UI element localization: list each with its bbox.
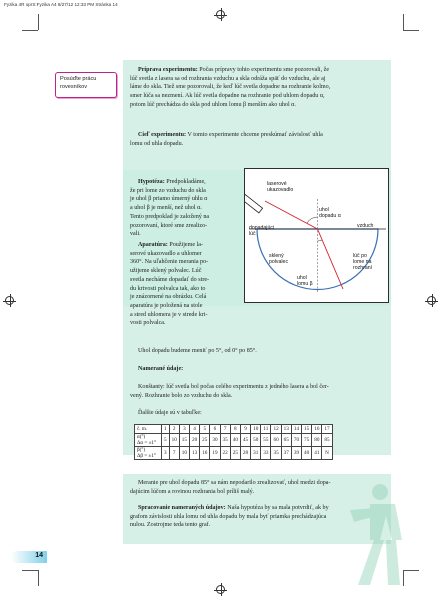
table-cell: 5 [200,425,210,434]
label-vzduch: vzduch [357,223,374,229]
table-cell: 20 [189,434,199,447]
table-cell: 9 [240,425,250,434]
table-cell: 80 [312,434,322,447]
text-line: je uhol β priamo úmerný uhlu α [130,196,208,203]
table-cell: 31 [251,447,261,460]
page-number-tab [11,551,47,563]
text-line: smer lúča sa nezmení. Ak lúč svetla dopadne na rozhranie pod uhlom dopadu α, [130,93,325,100]
text-line: Konštanty: lúč svetla bol počas celého experimentu z jedného lasera a bol čer- [138,384,329,390]
text-line: a uhol β je menší, než uhol α. [130,205,202,212]
table-row [135,447,333,460]
text-line: aparatúra je položená na stole [130,302,203,309]
aparatura-title: Aparatúra: [138,242,168,248]
table-cell: 40 [302,447,312,460]
crop-mark [403,30,419,31]
label-uhol-dopadu [319,207,341,219]
crop-mark [38,570,39,586]
table-cell: 13 [189,447,199,460]
angle-alpha-arc [307,217,318,223]
cell-label: α(°) [137,434,146,440]
label-line: dopadu α [319,213,341,220]
table-cell: 13 [281,425,291,434]
spracovanie-title: Spracovanie nameraných údajov: [138,505,226,511]
text-line: Naša hypotéza by sa mala potvrdiť, ak by [227,505,329,511]
text-line: dajúcim lúčom a rovinou rozhrania bol príliš malý. [130,488,255,495]
table-cell: 7 [169,447,179,460]
table-cell: 10 [251,425,261,434]
label-line: ukazovadlo [267,187,294,194]
table-row-label [135,425,162,434]
table-row-label [135,434,162,447]
table-cell: 12 [271,425,281,434]
label-line: laserové [267,181,287,187]
hypoteza-paragraph [130,178,238,239]
text-line: potom lúč prechádza do skla pod uhlom lomu β menším ako uhol α. [130,101,296,108]
label-line: lúč po [353,253,367,259]
table-cell: 40 [230,434,240,447]
priprava-title: Príprava experimentu: [138,67,198,73]
measurement-table [134,424,333,460]
table-cell: 3 [179,425,189,434]
table-cell: 6 [210,425,220,434]
table-cell: 39 [291,447,301,460]
text-line: je znázornené na obrázku. Celá [130,294,207,301]
table-cell: 85 [322,434,332,447]
crop-mark [38,14,39,30]
table-cell: 35 [271,447,281,460]
ciel-title: Cieľ experimentu: [138,132,187,138]
table-cell: N [322,447,332,460]
margin-note [55,72,117,98]
table-cell: 17 [322,425,332,434]
table-cell: 16 [200,447,210,460]
label-line: lomu β [297,281,313,288]
ciel-paragraph [130,131,385,148]
crop-mark [22,30,38,31]
table-row-label [135,447,162,460]
table-cell: 7 [220,425,230,434]
label-line: uhol [319,207,329,213]
registration-mark-icon [5,296,14,305]
aparatura-paragraph [130,241,238,328]
label-line: rozhraní [353,265,373,272]
uhol-text: Uhol dopadu budeme meniť po 5°, od 0° po 85°. [138,348,257,354]
text-line: lomu od uhla dopadu. [130,140,184,147]
table-cell: 2 [169,425,179,434]
table-cell: 41 [312,447,322,460]
text-line: Použijeme la- [169,242,204,248]
crop-mark [22,570,38,571]
table-cell: 8 [230,425,240,434]
label-line: uhol [297,275,307,281]
cell-label: β(°) [137,447,146,453]
label-line: sklený [269,253,284,259]
table-cell: 3 [162,447,170,460]
table-cell: 75 [302,434,312,447]
table-cell: 10 [169,434,179,447]
text-line: lúč svetla z lasera sa od rozhrania vzduchu a skla odráža späť do vzduchu, ale aj [130,75,326,82]
table-cell: 15 [302,425,312,434]
text-line: vali. [130,231,141,238]
text-line: V tomto experimente chceme preskúmať závislosť uhla [187,132,323,138]
label-skleny [269,253,288,265]
table-cell: 25 [200,434,210,447]
crop-mark [403,14,404,30]
table-cell: 11 [261,425,271,434]
label-line: polvalec [269,259,289,266]
konstanty-paragraph [130,383,385,400]
cell-label: č. m. [137,426,148,432]
text-line: du krivosti polvalca tak, ako to [130,285,206,292]
namerane-title: Namerané údaje: [138,366,184,372]
text-line: nulou. Zostrojme teda tento graf. [130,522,211,529]
table-cell: 33 [261,447,271,460]
table-cell: 5 [162,434,170,447]
text-line: láme do skla. Tiež sme pozorovali, že keď lúč svetla dopadne na rozhranie kolmo, [130,84,331,91]
note-line: rovesníkov [60,84,88,90]
table-cell: 15 [179,434,189,447]
table-cell: 25 [230,447,240,460]
text-line: a stred uhlomera je v strede kri- [130,311,208,318]
priprava-paragraph [130,66,385,110]
table-row [135,434,333,447]
cell-label: Δα = ±1° [137,440,157,446]
table-cell: 10 [179,447,189,460]
page-number: 14 [35,552,43,559]
label-dopadajuci [249,225,274,237]
text-line: svetla necháme dopadať do stre- [130,276,210,283]
table-cell: 14 [291,425,301,434]
text-line: Meranie pre uhol dopadu 85° sa nám nepodarilo zrealizovať, uhol medzi dopa- [138,480,331,486]
header-slug: Fyzika 4R oprS:Fyzika A4 8/27/12 12:33 PM Stránka 14 [4,2,118,7]
table-cell: 1 [162,425,170,434]
table-cell: 16 [312,425,322,434]
note-line: Posúďte prácu [60,76,97,82]
refraction-figure [244,168,389,303]
table-cell: 28 [240,447,250,460]
laser-pointer [245,195,263,213]
table-cell: 22 [220,447,230,460]
text-line: užijeme sklený polvalec. Lúč [130,268,202,275]
text-line: že pri lome zo vzduchu do skla [130,187,206,194]
registration-mark-icon [216,585,225,594]
text-line: serové ukazovadlo a uhlomer [130,250,202,257]
label-uhol-lomu [297,275,313,287]
text-line: pozorovaní, ktoré sme zrealizo- [130,222,208,229]
text-line: grafom závislosti uhla lomu od uhla dopadu by mala byť priamka prechádzajúca [130,513,327,520]
figure-logo-icon [340,480,410,590]
text-line: Počas prípravy tohto experimentu sme pozorovali, že [199,67,330,73]
table-cell: 60 [271,434,281,447]
table-cell: 45 [240,434,250,447]
label-lomeny [353,253,372,272]
table-cell: 70 [291,434,301,447]
table-cell: 19 [210,447,220,460]
table-cell: 4 [189,425,199,434]
text-line: Tento predpoklad je založený na [130,213,210,220]
table-cell: 35 [220,434,230,447]
table-cell: 50 [251,434,261,447]
label-line: lome na [353,259,372,266]
dalsie-text: Ďalšie údaje sú v tabuľke: [138,410,202,416]
label-line: dopadajúci [249,225,275,231]
table-cell: 30 [210,434,220,447]
table-cell: 37 [281,447,291,460]
text-line: vený. Rozhranie bolo zo vzduchu do skla. [130,392,233,399]
table-cell: 65 [281,434,291,447]
registration-mark-icon [427,296,436,305]
hypoteza-title: Hypotéza: [138,179,165,185]
text-line: Predpokladáme, [166,179,206,185]
text-line: 360°. Na uľahčenie merania po- [130,259,209,266]
cell-label: Δβ = ±1° [137,453,157,459]
table-cell: 55 [261,434,271,447]
table-row [135,425,333,434]
label-line: lúč [249,231,256,238]
label-laser [267,181,293,193]
registration-mark-icon [216,10,225,19]
text-line: vosti polvalca. [130,320,166,327]
